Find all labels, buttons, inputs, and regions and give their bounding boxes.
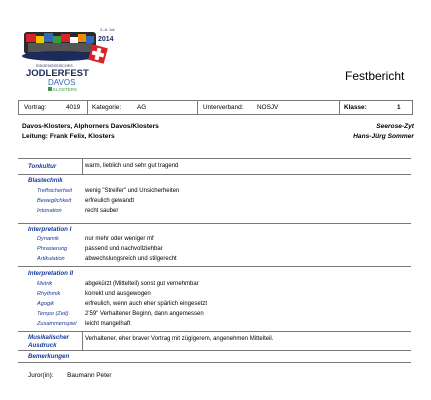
juror-label: Juror(in): [28,372,54,379]
logo-dates: 3.–6. Juli [100,28,115,32]
logo-line3: DAVOS [48,78,76,87]
vortrag-value: 4019 [66,104,81,111]
rule-tonkultur [18,174,411,175]
value-rhythmik: korrekt und ausgewogen [85,291,151,297]
label-zusammenspiel: Zusammenspiel [37,321,77,327]
logo-line1: EIDGENÖSSISCHES [36,64,73,68]
unterverband-value: NOSJV [257,104,279,111]
rule-ausdruck [18,350,411,351]
label-agogik: Agogik [37,301,55,307]
value-tempo: 2'59" Verhaltener Beginn, dann angemessen [85,311,204,317]
jodlerfest-logo [20,24,124,92]
label-dynamik: Dynamik [37,236,59,242]
section-interpretation-2: Interpretation II [28,270,74,277]
value-intonation: recht sauber [85,208,119,214]
report-title: Festbericht [345,69,405,83]
value-zusammenspiel: leicht mangelhaft [85,321,131,327]
value-metrik: abgekürzt (Mittelteil) sonst gut vernehmbar [85,281,199,287]
klasse-value: 1 [397,104,401,111]
value-artikulation: abwechslungsreich und stilgerecht [85,256,177,262]
leitung: Leitung: Frank Felix, Klosters [22,133,115,140]
juror-line [28,372,112,379]
value-treffsicherheit: wenig "Streifer" und Unsicherheiten [85,188,180,194]
label-beweglichkeit: Beweglichkeit [37,198,72,204]
composer: Hans-Jürg Sommer [353,133,414,140]
section-ausdruck-line2: Ausdruck [28,342,57,349]
rule-interp2 [18,331,411,332]
label-artikulation: Artikulation [37,256,65,262]
rule-bemerkungen [18,362,411,363]
value-phrasierung: passend und nachvollziehbar [85,246,163,252]
group-name: Davos-Klosters, Alphorners Davos/Klosters [22,123,159,130]
piece-title: Seerose-Zyt [376,123,414,130]
rule-top [18,158,411,159]
meta-row [18,100,413,115]
label-treffsicherheit: Treffsicherheit [37,188,73,194]
vortrag-label: Vortrag: [24,104,47,111]
logo-line4: KLOSTERS [53,87,78,92]
ausdruck-value: Verhaltener, eher braver Vortrag mit zügigerem, angenehmen Mittelteil. [85,336,274,342]
value-agogik: erfreulich, wenn auch eher spärlich eingesetzt [85,301,208,307]
section-ausdruck-line1: Musikalischer [28,334,69,341]
kategorie-label: Kategorie: [92,104,122,111]
klasse-label: Klasse: [344,104,367,111]
label-metrik: Metrik [37,281,53,287]
juror-name: Baumann Peter [67,372,112,379]
logo-line2: JODLERFEST [26,68,89,79]
rule-blastechnik [18,223,411,224]
section-tonkultur: Tonkultur [28,163,57,170]
unterverband-label: Unterverband: [203,104,244,111]
section-bemerkungen: Bemerkungen [28,353,70,360]
kategorie-value: AG [137,104,147,111]
logo-year: 2014 [98,36,114,43]
logo-graphic [20,24,124,92]
rule-interp1 [18,266,411,267]
section-interpretation-1: Interpretation I [28,226,72,233]
tonkultur-value: warm, lieblich und sehr gut tragend [85,163,179,169]
section-blastechnik: Blastechnik [28,177,63,184]
value-dynamik: nur mehr oder weniger mf [85,236,154,242]
label-intonation: Intonation [37,208,62,214]
label-phrasierung: Phrasierung [37,246,68,252]
label-tempo: Tempo (Zeit) [37,311,69,317]
label-rhythmik: Rhythmik [37,291,61,297]
value-beweglichkeit: erfreulich gewandt [85,198,135,204]
